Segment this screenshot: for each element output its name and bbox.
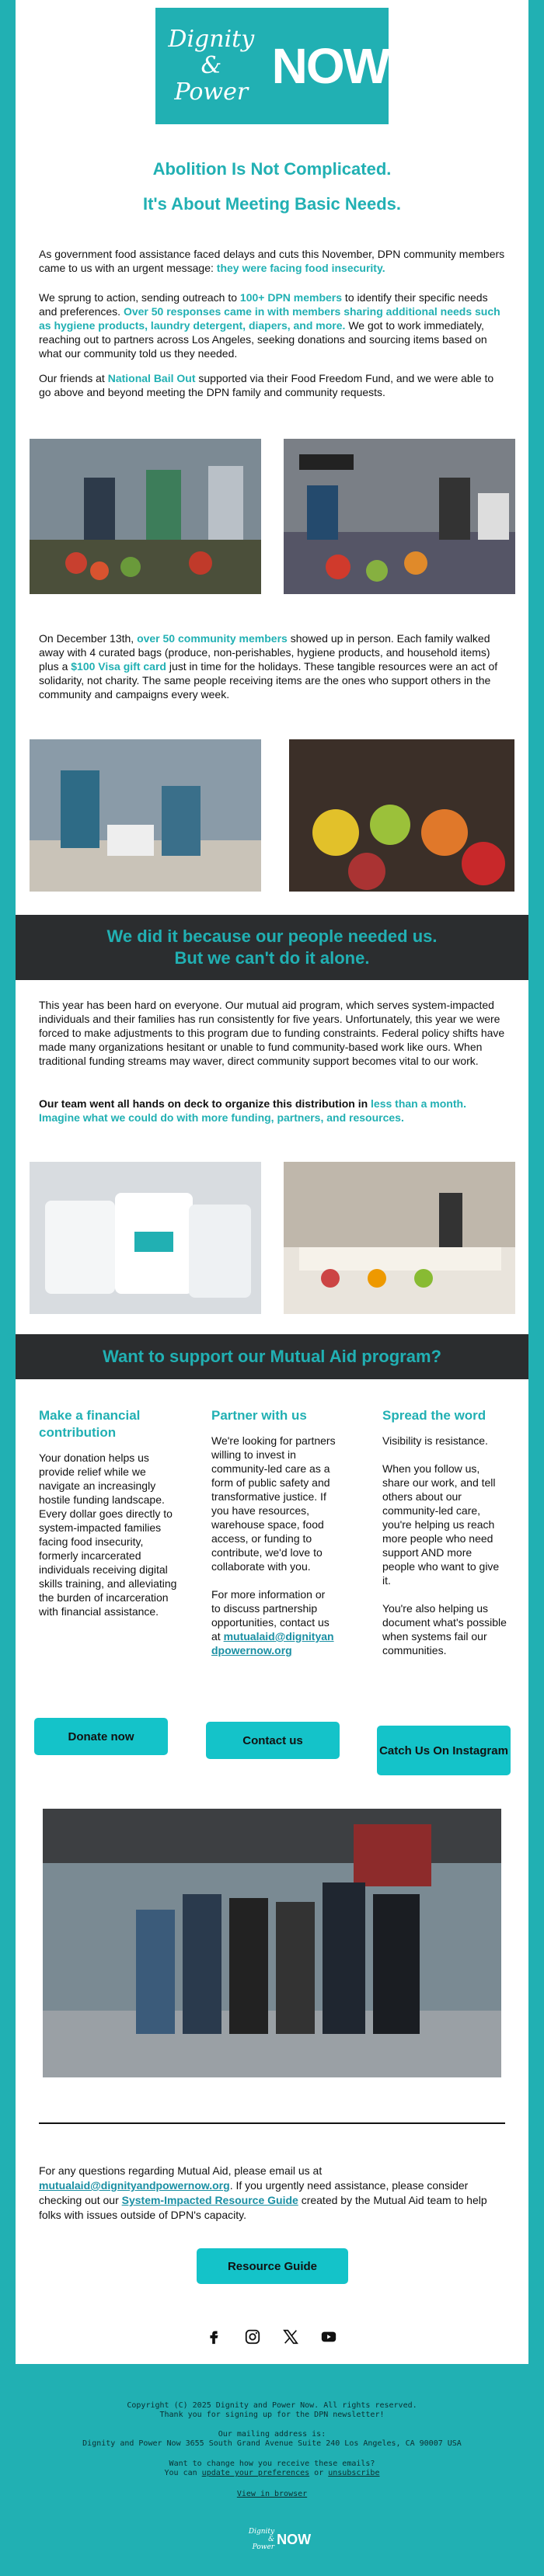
intro-paragraph-1: As government food assistance faced delays and cuts this November, DPN community members came to us with an urgent message: they were facing food insecurity. [39,248,505,274]
column-heading: Partner with us [211,1408,307,1423]
band-support-title: Want to support our Mutual Aid program? [16,1334,528,1379]
photo-food-distribution-2 [284,439,515,594]
photo-distribution-hall [284,1162,515,1314]
email-card [16,0,528,2364]
photo-volunteers-packing [30,739,261,892]
resource-guide-button[interactable]: Resource Guide [197,2248,348,2284]
logo[interactable] [155,8,389,124]
footer-mailing-label: Our mailing address is: [218,2430,326,2439]
questions-email-link[interactable]: mutualaid@dignityandpowernow.org [39,2179,230,2192]
hard-year-paragraph-2: Our team went all hands on deck to organize this distribution in less than a month. Imagine what we could do with more funding, partners, and resources. [39,1097,466,1124]
hard-year-paragraph: This year has been hard on everyone. Our mutual aid program, which serves system-impacted individuals and their families has run consistently for five years. Unfortunately, this year we were forced to make adjustments to this program due to funding constraints. Federal policy shifts have made many organizations hesitant or unable to fund community-based work like ours. When traditional funding streams may waver, direct community support becomes vital to our work. [39,999,505,1067]
instagram-button[interactable]: Catch Us On Instagram [377,1726,511,1775]
contact-us-button[interactable]: Contact us [206,1722,340,1759]
column-text-3: You're also helping us document what's possible when systems fail our communities. [382,1602,507,1656]
footer-logo: Dignity & Power NOW [248,2528,312,2551]
divider [39,2122,505,2124]
event-paragraph: On December 13th, over 50 community members showed up in person. Each family walked away with 4 curated bags (produce, non-perishables, hygiene products, and household items) plus a $100 Visa gift card just in time for the holidays. These tangible resources were an act of solidarity, not charity. The same people receiving items are the ones who support others in the community and campaigns every week. [39,632,498,700]
column-donate [39,1407,179,1618]
photo-food-distribution-1 [30,439,261,594]
column-text: We're looking for partners willing to invest in community-led care as a form of public safety and transformative justice. If you have resources, warehouse space, food access, or funding to contribute, we'd love to collaborate with you. [211,1434,336,1573]
column-text: Visibility is resistance. [382,1434,488,1447]
logo-script: Dignity & Power [168,26,255,106]
footer-preferences: You can update your preferences or unsubscribe [164,2469,380,2477]
hero-heading-1: Abolition Is Not Complicated. [152,159,392,179]
photo-branded-bags [30,1162,261,1314]
intro-paragraph-2: We sprung to action, sending outreach to 100+ DPN members to identify their specific needs and preferences. Over 50 responses came in with members sharing additional needs such as hygiene products, laundry detergent, diapers, and more. We got to work immediately, reaching out to partners across Los Angeles, seeking donations and sourcing items based on what our community told us they needed. [39,291,500,360]
column-text-2: When you follow us, share our work, and tell others about our community-led care, you're helping us reach more people who need support AND more people who want to give it. [382,1462,500,1587]
questions-paragraph: For any questions regarding Mutual Aid, please email us at mutualaid@dignityandpowernow.org. If you urgently need assistance, please consider checking out our System-Impacted Resource Guide created by the Mutual Aid team to help folks with issues outside of DPN's capacity. [39,2164,487,2221]
hero-heading-2: It's About Meeting Basic Needs. [142,194,402,214]
photo-team [43,1809,501,2077]
intro-paragraph-3: Our friends at National Bail Out supported via their Food Freedom Fund, and we were able to go above and beyond meeting the DPN family and community requests. [39,372,494,398]
column-heading: Make a financial contribution [39,1408,141,1440]
column-text-2: For more information or to discuss partnership opportunities, contact us at mutualaid@dignityandpowernow.org [211,1588,334,1656]
x-icon[interactable] [282,2328,299,2345]
column-heading: Spread the word [382,1408,486,1423]
partner-email-link[interactable]: mutualaid@dignityandpowernow.org [211,1630,334,1656]
donate-button[interactable]: Donate now [34,1718,168,1755]
footer-address: Dignity and Power Now 3655 South Grand Avenue Suite 240 Los Angeles, CA 90007 USA [82,2439,462,2448]
photo-produce-table [289,739,514,892]
column-spread [382,1407,507,1657]
footer-copyright: Copyright (C) 2025 Dignity and Power Now. All rights reserved. [127,2401,417,2410]
footer-change: Want to change how you receive these emails? [169,2460,375,2468]
unsubscribe-link[interactable]: unsubscribe [328,2469,380,2477]
instagram-icon[interactable] [244,2328,261,2345]
youtube-icon[interactable] [320,2328,337,2345]
band-needed-us: We did it because our people needed us. But we can't do it alone. [16,915,528,980]
footer-thanks: Thank you for signing up for the DPN newsletter! [159,2411,385,2419]
resource-guide-link[interactable]: System-Impacted Resource Guide [121,2194,298,2206]
view-in-browser-link[interactable]: View in browser [236,2490,308,2498]
column-partner [211,1407,336,1657]
facebook-icon[interactable] [205,2328,222,2345]
logo-now: NOW [271,38,389,94]
update-preferences-link[interactable]: update your preferences [201,2469,310,2477]
footer-view-browser [0,2489,544,2499]
column-text: Your donation helps us provide relief while we navigate an increasingly hostile funding landscape. Every dollar goes directly to system-impacted families facing food insecurity, formerly incarcerated individuals receiving digital skills training, and alleviating the burden of incarceration with financial assistance. [39,1451,177,1618]
